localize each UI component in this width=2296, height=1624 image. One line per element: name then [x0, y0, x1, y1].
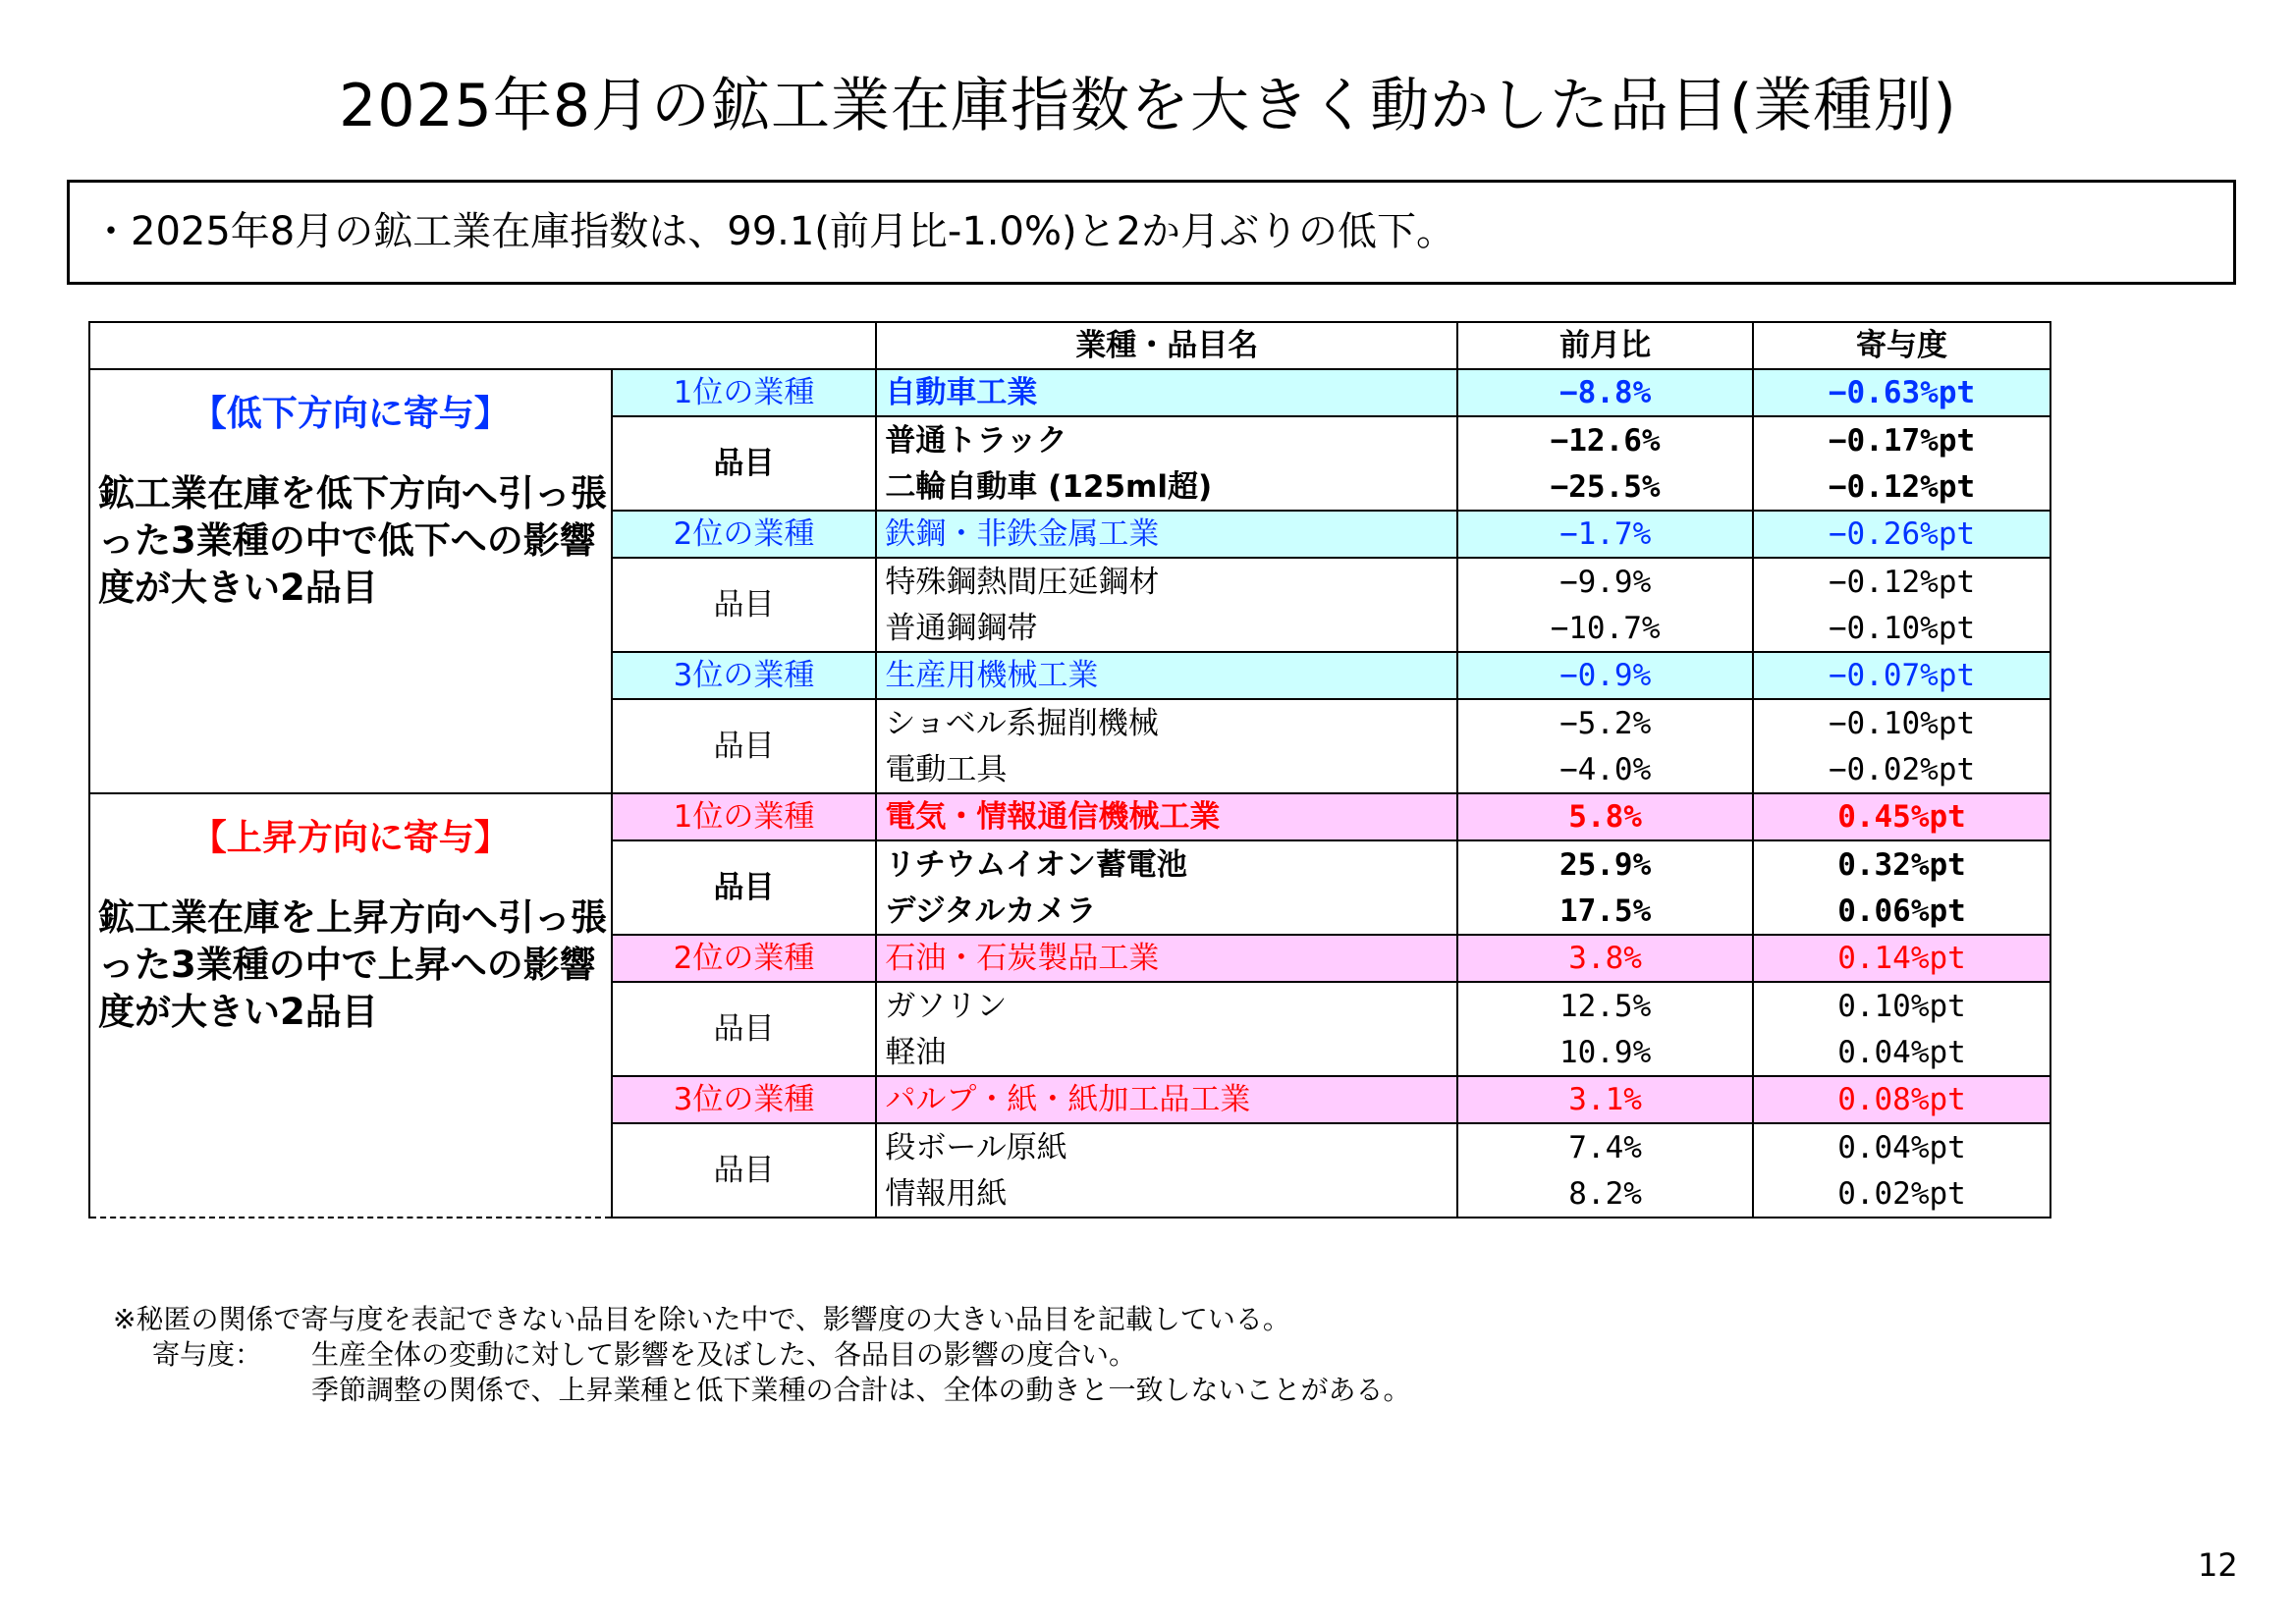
item-name: 電動工具	[876, 746, 1457, 793]
industry-rank: 3位の業種	[612, 1076, 877, 1123]
item-mom: −10.7%	[1457, 605, 1753, 652]
footnote-line: 季節調整の関係で、上昇業種と低下業種の合計は、全体の動きと一致しないことがある。	[311, 1374, 1411, 1406]
item-mom: −5.2%	[1457, 699, 1753, 746]
items-label: 品目	[612, 982, 877, 1076]
item-name: 二輪自動車 (125ml超)	[876, 463, 1457, 511]
item-contribution: 0.32%pt	[1753, 840, 2050, 888]
table-header-row	[89, 322, 2050, 369]
industry-name: 電気・情報通信機械工業	[876, 793, 1457, 840]
item-mom: −9.9%	[1457, 558, 1753, 605]
item-name: 軽油	[876, 1029, 1457, 1076]
item-mom: 17.5%	[1457, 888, 1753, 935]
item-mom: −12.6%	[1457, 416, 1753, 463]
item-name: 段ボール原紙	[876, 1123, 1457, 1170]
item-mom: 8.2%	[1457, 1170, 1753, 1218]
industry-contribution: 0.14%pt	[1753, 935, 2050, 982]
item-mom: −4.0%	[1457, 746, 1753, 793]
items-label: 品目	[612, 1123, 877, 1218]
industry-contribution: 0.08%pt	[1753, 1076, 2050, 1123]
item-name: デジタルカメラ	[876, 888, 1457, 935]
header-mom: 前月比	[1457, 322, 1753, 369]
header-contribution: 寄与度	[1753, 322, 2050, 369]
summary-box	[67, 180, 2236, 285]
industry-rank: 2位の業種	[612, 511, 877, 558]
industry-row	[89, 793, 2050, 840]
page-title: 2025年8月の鉱工業在庫指数を大きく動かした品目(業種別)	[339, 72, 1957, 140]
footnote-line: 生産全体の変動に対して影響を及ぼした、各品目の影響の度合い。	[311, 1338, 1137, 1371]
industry-name: 生産用機械工業	[876, 652, 1457, 699]
up-heading: 【上昇方向に寄与】	[191, 818, 510, 858]
item-contribution: 0.10%pt	[1753, 982, 2050, 1029]
industry-name: 鉄鋼・非鉄金属工業	[876, 511, 1457, 558]
summary-text: ・2025年8月の鉱工業在庫指数は、99.1(前月比-1.0%)と2か月ぶりの低下。	[91, 209, 1456, 254]
header-name: 業種・品目名	[876, 322, 1457, 369]
item-contribution: 0.04%pt	[1753, 1029, 2050, 1076]
down-side-cell	[89, 369, 612, 793]
industry-name: パルプ・紙・紙加工品工業	[876, 1076, 1457, 1123]
item-name: 普通鋼鋼帯	[876, 605, 1457, 652]
industry-contribution: −0.63%pt	[1753, 369, 2050, 416]
industry-contribution: −0.07%pt	[1753, 652, 2050, 699]
item-contribution: −0.10%pt	[1753, 699, 2050, 746]
item-name: 情報用紙	[876, 1170, 1457, 1218]
down-heading: 【低下方向に寄与】	[191, 394, 510, 434]
items-label: 品目	[612, 699, 877, 793]
down-description: 鉱工業在庫を低下方向へ引っ張った3業種の中で低下への影響度が大きい2品目	[98, 472, 607, 609]
industry-contribution: 0.45%pt	[1753, 793, 2050, 840]
item-name: ガソリン	[876, 982, 1457, 1029]
industry-mom: −0.9%	[1457, 652, 1753, 699]
industry-rank: 1位の業種	[612, 369, 877, 416]
industry-name: 石油・石炭製品工業	[876, 935, 1457, 982]
up-side-cell	[89, 793, 612, 1218]
items-label: 品目	[612, 416, 877, 511]
industry-mom: −8.8%	[1457, 369, 1753, 416]
contribution-table	[88, 321, 2051, 1218]
industry-name: 自動車工業	[876, 369, 1457, 416]
industry-contribution: −0.26%pt	[1753, 511, 2050, 558]
item-mom: 7.4%	[1457, 1123, 1753, 1170]
industry-rank: 3位の業種	[612, 652, 877, 699]
item-contribution: −0.12%pt	[1753, 558, 2050, 605]
item-contribution: −0.02%pt	[1753, 746, 2050, 793]
item-mom: 12.5%	[1457, 982, 1753, 1029]
industry-rank: 2位の業種	[612, 935, 877, 982]
page-number: 12	[2198, 1546, 2238, 1584]
industry-mom: 3.1%	[1457, 1076, 1753, 1123]
footnotes	[113, 1302, 1411, 1408]
item-contribution: 0.04%pt	[1753, 1123, 2050, 1170]
footnote-label: 寄与度：	[152, 1338, 263, 1371]
header-blank	[89, 322, 876, 369]
industry-mom: −1.7%	[1457, 511, 1753, 558]
item-mom: 10.9%	[1457, 1029, 1753, 1076]
industry-rank: 1位の業種	[612, 793, 877, 840]
item-name: 特殊鋼熱間圧延鋼材	[876, 558, 1457, 605]
industry-mom: 3.8%	[1457, 935, 1753, 982]
industry-mom: 5.8%	[1457, 793, 1753, 840]
industry-row	[89, 369, 2050, 416]
item-name: ショベル系掘削機械	[876, 699, 1457, 746]
items-label: 品目	[612, 558, 877, 652]
item-contribution: −0.17%pt	[1753, 416, 2050, 463]
item-mom: −25.5%	[1457, 463, 1753, 511]
item-contribution: −0.12%pt	[1753, 463, 2050, 511]
item-contribution: 0.02%pt	[1753, 1170, 2050, 1218]
item-contribution: 0.06%pt	[1753, 888, 2050, 935]
items-label: 品目	[612, 840, 877, 935]
item-mom: 25.9%	[1457, 840, 1753, 888]
item-name: リチウムイオン蓄電池	[876, 840, 1457, 888]
up-description: 鉱工業在庫を上昇方向へ引っ張った3業種の中で上昇への影響度が大きい2品目	[98, 896, 607, 1033]
footnote-line: ※秘匿の関係で寄与度を表記できない品目を除いた中で、影響度の大きい品目を記載している。	[113, 1303, 1290, 1335]
item-name: 普通トラック	[876, 416, 1457, 463]
item-contribution: −0.10%pt	[1753, 605, 2050, 652]
